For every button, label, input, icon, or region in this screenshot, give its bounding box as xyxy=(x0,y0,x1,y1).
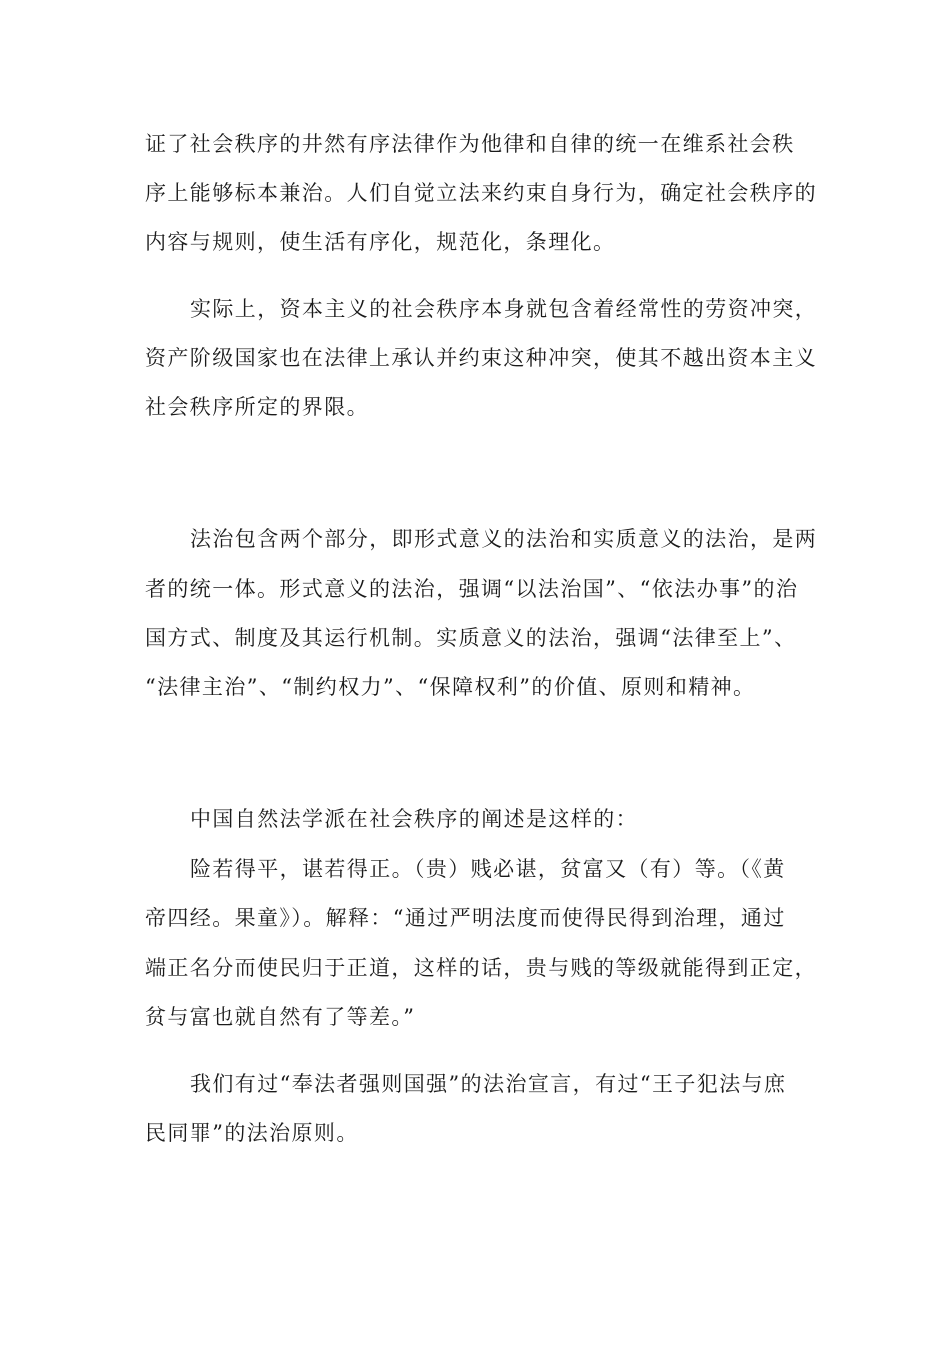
paragraph-4-line-1: 中国自然法学派在社会秩序的阐述是这样的： xyxy=(190,807,638,831)
paragraph-5-line-3: 端正名分而使民归于正道，这样的话，贵与贱的等级就能得到正定， xyxy=(145,956,817,980)
paragraph-6-line-1: 我们有过“奉法者强则国强”的法治宣言，有过“王子犯法与庶 xyxy=(190,1072,787,1096)
paragraph-3-line-1: 法治包含两个部分，即形式意义的法治和实质意义的法治，是两 xyxy=(190,527,818,551)
paragraph-2-line-1: 实际上，资本主义的社会秩序本身就包含着经常性的劳资冲突， xyxy=(190,297,818,321)
paragraph-5-line-4: 贫与富也就自然有了等差。” xyxy=(145,1005,416,1029)
paragraph-1-line-2: 序上能够标本兼治。人们自觉立法来约束自身行为，确定社会秩序的 xyxy=(145,181,817,205)
paragraph-1-line-3: 内容与规则，使生活有序化，规范化，条理化。 xyxy=(145,230,616,254)
paragraph-2-line-3: 社会秩序所定的界限。 xyxy=(145,395,369,419)
paragraph-5-line-1: 险若得平，谌若得正。（贵）贱必谌，贫富又（有）等。（《黄 xyxy=(190,857,786,881)
paragraph-1-line-1: 证了社会秩序的井然有序法律作为他律和自律的统一在维系社会秩 xyxy=(145,132,795,156)
paragraph-6-line-2: 民同罪”的法治原则。 xyxy=(145,1121,359,1145)
paragraph-3-line-2: 者的统一体。形式意义的法治，强调“以法治国”、“依法办事”的治 xyxy=(145,577,799,601)
paragraph-5-line-2: 帝四经。果童》）。解释：“通过严明法度而使得民得到治理，通过 xyxy=(145,906,786,930)
paragraph-2-line-2: 资产阶级国家也在法律上承认并约束这种冲突，使其不越出资本主义 xyxy=(145,346,817,370)
paragraph-3-line-3: 国方式、制度及其运行机制。实质意义的法治，强调“法律至上”、 xyxy=(145,626,797,650)
paragraph-3-line-4: “法律主治”、“制约权力”、“保障权利”的价值、原则和精神。 xyxy=(145,675,756,699)
